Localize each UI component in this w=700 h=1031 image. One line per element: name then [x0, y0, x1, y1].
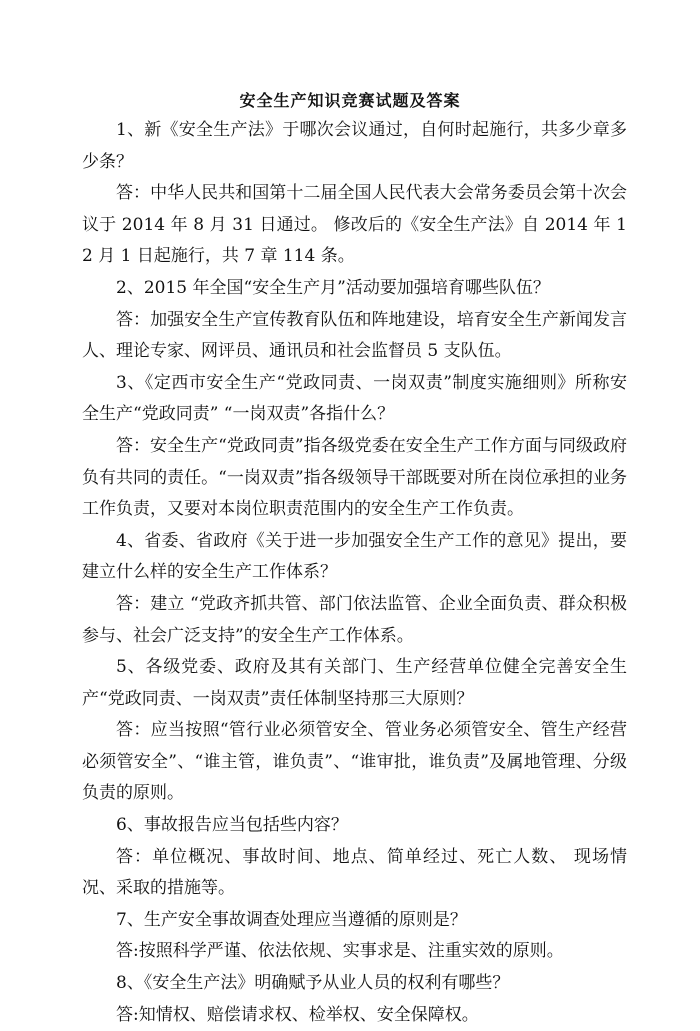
question-7: 7、生产安全事故调查处理应当遵循的原则是？	[116, 909, 467, 930]
question-2: 2、2015 年全国“安全生产月”活动要加强培育哪些队伍？	[116, 277, 550, 298]
question-6: 6、事故报告应当包括些内容？	[116, 815, 348, 836]
answer-4: 答：建立 “党政齐抓共管、部门依法监管、企业全面负责、群众积极参与、社会广泛支持”的安全生产工作体系。	[82, 593, 627, 646]
answer-3: 答：安全生产“党政同责”指各级党委在安全生产工作方面与同级政府负有共同的责任。“一岗双责”指各级领导干部既要对所在岗位承担的业务工作负责，又要对本岗位职责范围内的安全生产工作负责。	[82, 435, 627, 520]
question-3: 3、《定西市安全生产“党政同责、一岗双责”制度实施细则》所称安全生产“党政同责” “一岗双责”各指什么？	[82, 372, 627, 425]
question-4: 4、省委、省政府《关于进一步加强安全生产工作的意见》提出，要建立什么样的安全生产工作体系？	[82, 530, 627, 583]
question-8: 8、《安全生产法》明确赋予从业人员的权利有哪些？	[116, 973, 510, 994]
answer-1: 答：中华人民共和国第十二届全国人民代表大会常务委员会第十次会议于 2014 年 8 月 31 日通过。 修改后的《安全生产法》自 2014 年 12 月 1 日起施行，共 7 章 114 条。	[82, 183, 627, 267]
answer-8: 答:知情权、赔偿请求权、检举权、安全保障权。	[116, 1004, 479, 1025]
question-5: 5、各级党委、政府及其有关部门、生产经营单位健全完善安全生产“党政同责、一岗双责”责任体制坚持那三大原则？	[82, 657, 627, 709]
answer-7: 答:按照科学严谨、依法依规、实事求是、注重实效的原则。	[116, 941, 564, 962]
question-1: 1、新《安全生产法》于哪次会议通过，自何时起施行，共多少章多少条？	[82, 120, 627, 172]
document-title: 安全生产知识竞赛试题及答案	[239, 91, 461, 110]
answer-5: 答：应当按照“管行业必须管安全、管业务必须管安全、管生产经营必须管安全”、“谁主管，谁负责”、“谁审批，谁负责”及属地管理、分级负责的原则。	[82, 720, 627, 804]
document-body	[82, 115, 627, 1031]
answer-2: 答：加强安全生产宣传教育队伍和阵地建设，培育安全生产新闻发言人、理论专家、网评员、通讯员和社会监督员 5 支队伍。	[82, 309, 627, 362]
answer-6: 答：单位概况、事故时间、地点、简单经过、死亡人数、 现场情况、采取的措施等。	[82, 846, 627, 899]
